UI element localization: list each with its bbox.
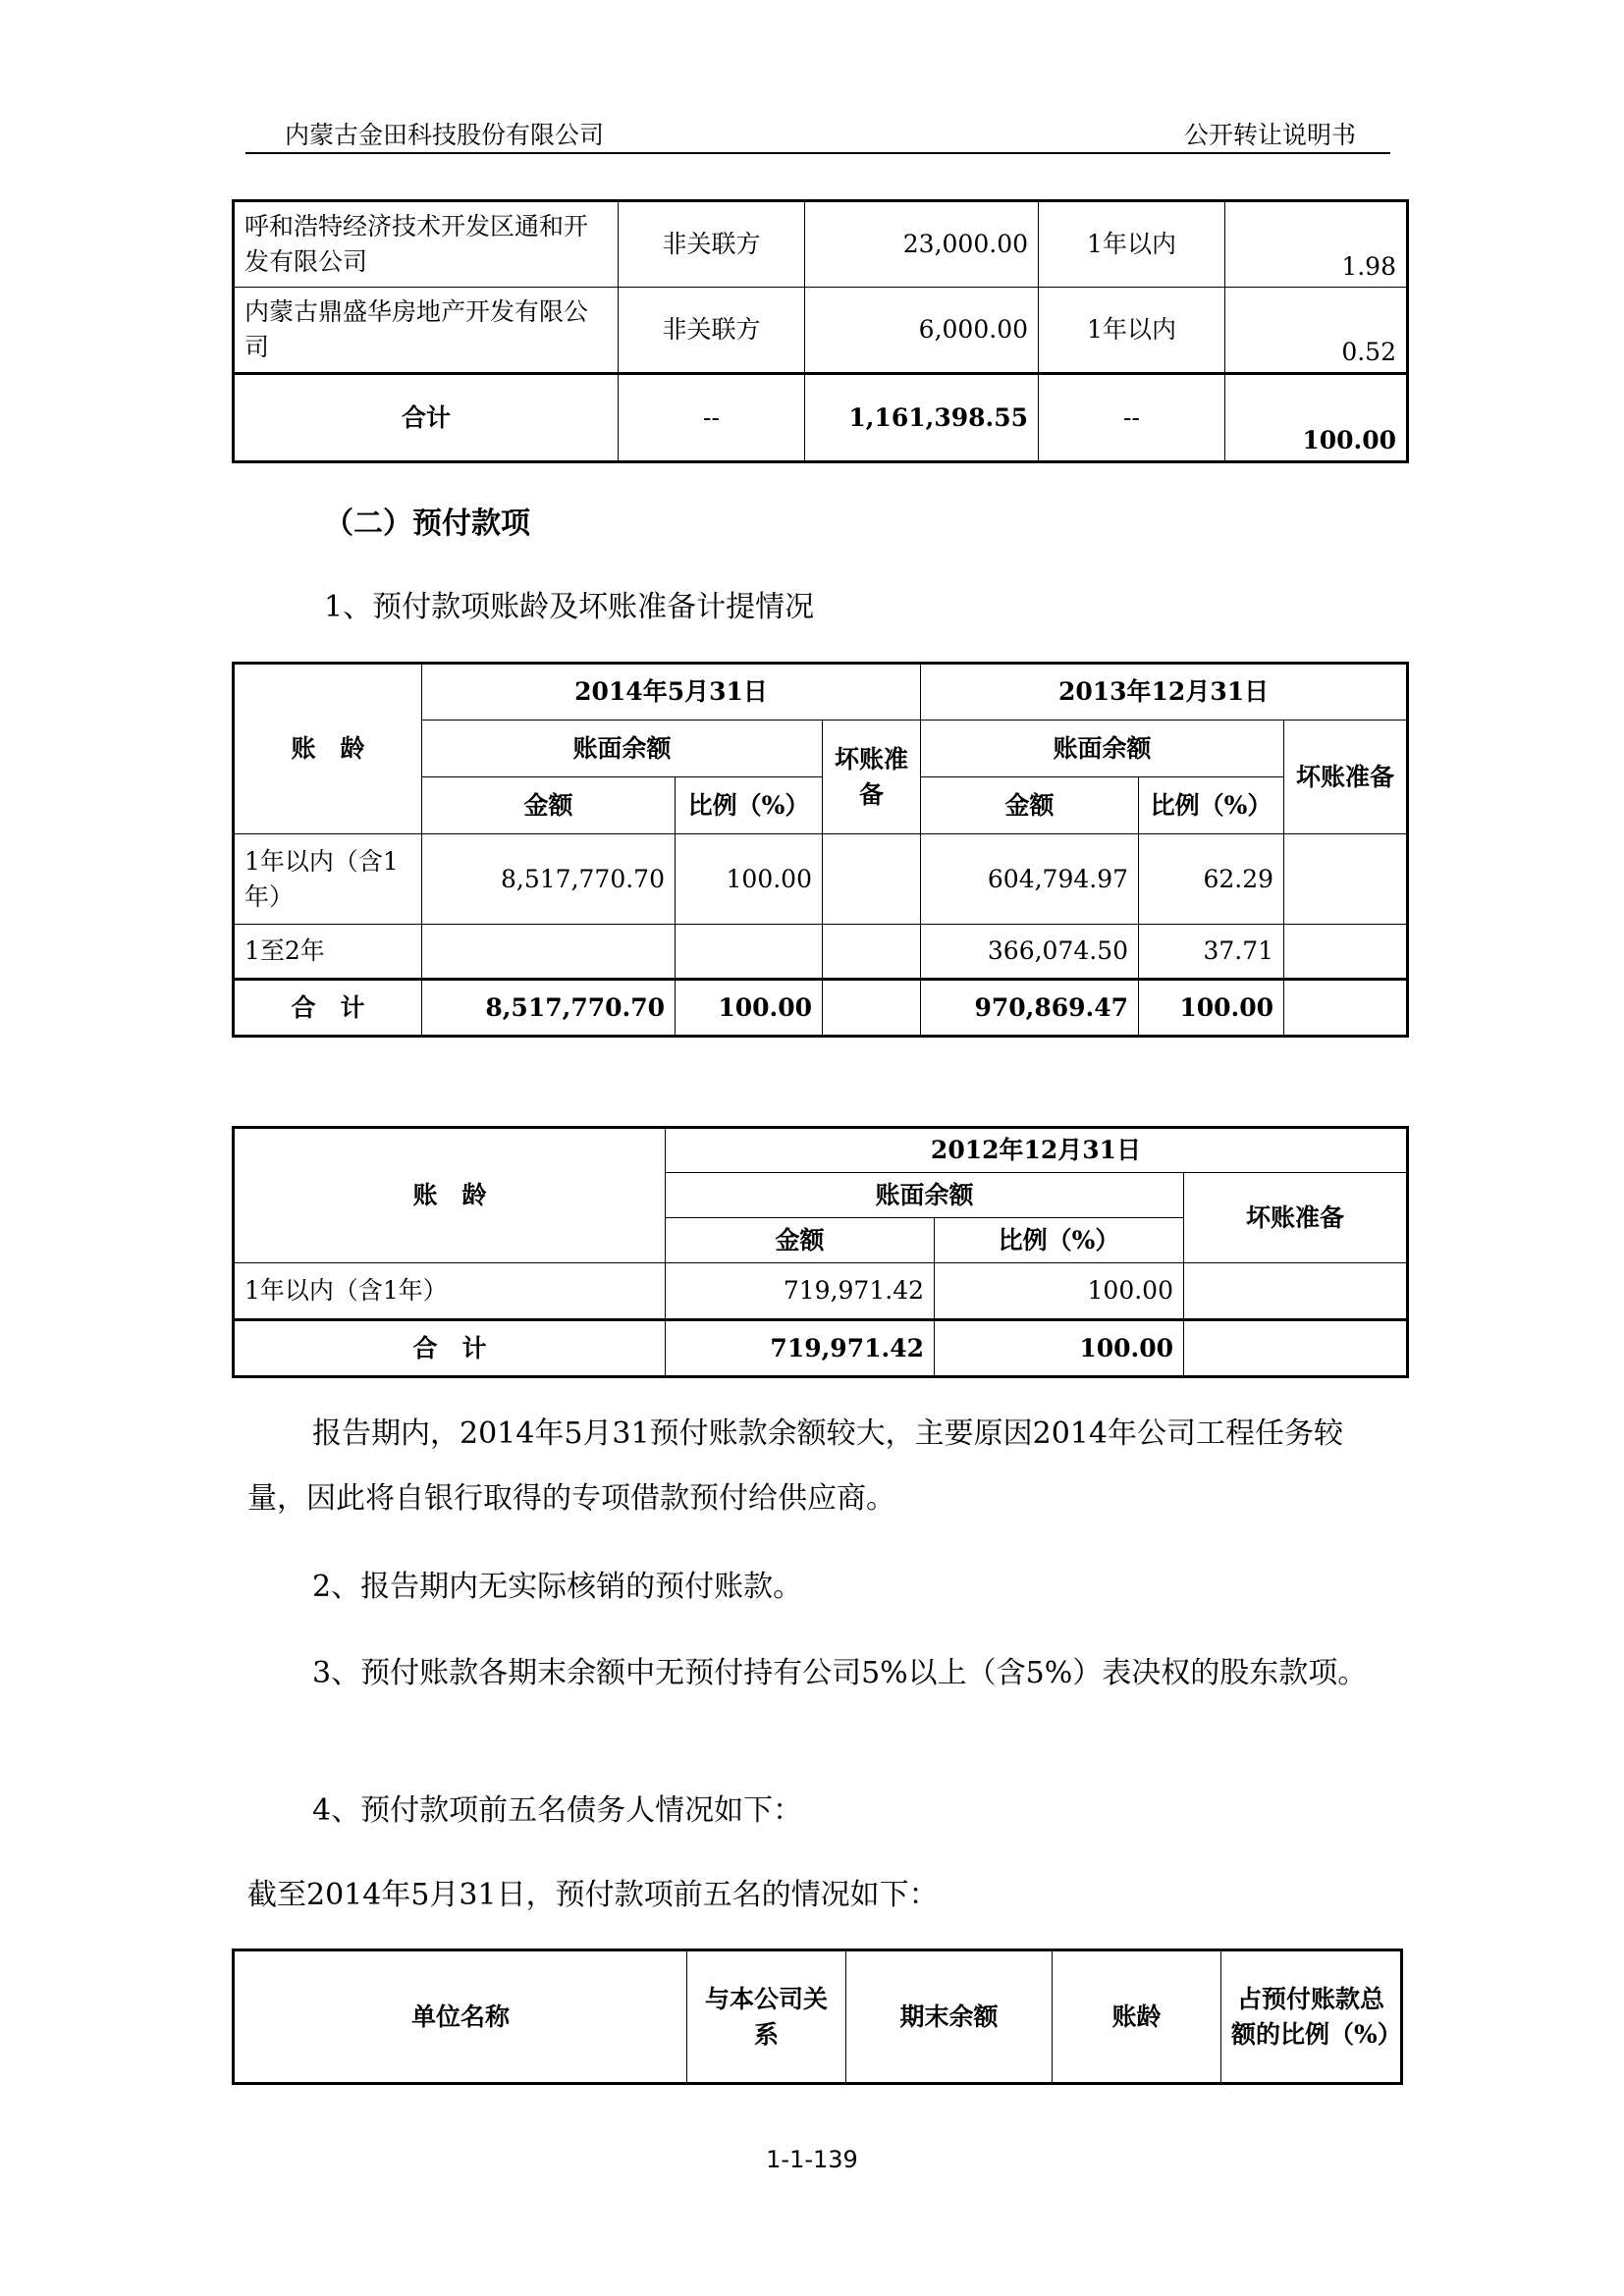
book-balance-header: 账面余额 xyxy=(666,1173,1184,1218)
age-cell: 1年以内（含1年） xyxy=(234,834,422,925)
total-relation: -- xyxy=(619,374,805,462)
bad-debt-cell xyxy=(823,925,921,980)
ratio-cell: 100.00 xyxy=(935,1263,1184,1320)
as-of-statement: 截至2014年5月31日，预付款项前五名的情况如下： xyxy=(247,1878,939,1912)
bad-debt-cell xyxy=(823,980,921,1037)
table-row xyxy=(234,1950,1402,2084)
ratio-cell: 62.29 xyxy=(1139,834,1284,925)
bad-debt-header: 坏账准备 xyxy=(1284,721,1408,834)
age-cell: 1年以内 xyxy=(1039,201,1225,288)
amount-cell xyxy=(422,925,676,980)
aging-table-2014-2013 xyxy=(232,662,1409,1038)
amount-cell: 23,000.00 xyxy=(805,201,1039,288)
ratio-header: 比例（%） xyxy=(676,777,823,834)
ratio-header: 比例（%） xyxy=(1139,777,1284,834)
bad-debt-cell xyxy=(1284,980,1408,1037)
book-balance-header: 账面余额 xyxy=(921,721,1284,777)
relation-cell: 非关联方 xyxy=(619,201,805,288)
total-row xyxy=(234,1320,1408,1377)
total-amount: 719,971.42 xyxy=(666,1320,935,1377)
table-row xyxy=(234,925,1408,980)
ratio-header: 比例（%） xyxy=(935,1218,1184,1263)
ratio-cell: 100.00 xyxy=(676,834,823,925)
item-4: 4、预付款项前五名债务人情况如下： xyxy=(312,1793,803,1828)
item-3: 3、预付账款各期末余额中无预付持有公司5%以上（含5%）表决权的股东款项。 xyxy=(312,1656,1368,1690)
table-row xyxy=(234,288,1408,374)
total-amount: 8,517,770.70 xyxy=(422,980,676,1037)
table-row xyxy=(234,664,1408,721)
aging-header: 账龄 xyxy=(1053,1950,1221,2084)
total-label: 合 计 xyxy=(234,980,422,1037)
amount-cell: 604,794.97 xyxy=(921,834,1139,925)
total-amount: 970,869.47 xyxy=(921,980,1139,1037)
total-amount: 1,161,398.55 xyxy=(805,374,1039,462)
amount-header: 金额 xyxy=(422,777,676,834)
bad-debt-cell xyxy=(823,834,921,925)
table-row xyxy=(234,834,1408,925)
bad-debt-cell xyxy=(1184,1263,1408,1320)
bad-debt-header: 坏账准备 xyxy=(1184,1173,1408,1263)
amount-cell: 8,517,770.70 xyxy=(422,834,676,925)
amount-cell: 719,971.42 xyxy=(666,1263,935,1320)
top5-prepaid-table xyxy=(232,1949,1403,2085)
aging-table-2012 xyxy=(232,1126,1409,1378)
total-label: 合 计 xyxy=(234,1320,666,1377)
table-row xyxy=(234,201,1408,288)
item-1: 1、预付款项账龄及坏账准备计提情况 xyxy=(324,590,815,624)
ratio-cell: 1.98 xyxy=(1225,201,1408,288)
bad-debt-cell xyxy=(1284,925,1408,980)
header-doc-type: 公开转让说明书 xyxy=(1183,121,1356,149)
ratio-cell xyxy=(676,925,823,980)
period-header-2013: 2013年12月31日 xyxy=(921,664,1408,721)
table-row xyxy=(234,1263,1408,1320)
ratio-cell: 0.52 xyxy=(1225,288,1408,374)
total-label: 合计 xyxy=(234,374,619,462)
bad-debt-cell xyxy=(1284,834,1408,925)
relation-header: 与本公司关系 xyxy=(687,1950,846,2084)
total-ratio: 100.00 xyxy=(935,1320,1184,1377)
total-ratio: 100.00 xyxy=(676,980,823,1037)
amount-header: 金额 xyxy=(666,1218,935,1263)
unit-name-cell: 呼和浩特经济技术开发区通和开发有限公司 xyxy=(234,201,619,288)
total-ratio: 100.00 xyxy=(1225,374,1408,462)
item-2: 2、报告期内无实际核销的预付账款。 xyxy=(312,1570,803,1604)
receivables-table xyxy=(232,199,1409,463)
total-row xyxy=(234,980,1408,1037)
amount-cell: 366,074.50 xyxy=(921,925,1139,980)
bad-debt-cell xyxy=(1184,1320,1408,1377)
explanation-paragraph: 报告期内，2014年5月31预付账款余额较大，主要原因2014年公司工程任务较量，因此将自银行取得的专项借款预付给供应商。 xyxy=(247,1416,1343,1516)
unit-name-cell: 内蒙古鼎盛华房地产开发有限公司 xyxy=(234,288,619,374)
total-ratio: 100.00 xyxy=(1139,980,1284,1037)
header-company: 内蒙古金田科技股份有限公司 xyxy=(285,121,605,149)
section-title: （二）预付款项 xyxy=(324,507,530,541)
ratio-header: 占预付账款总额的比例（%） xyxy=(1221,1950,1402,2084)
amount-header: 金额 xyxy=(921,777,1139,834)
age-cell: 1年以内（含1年） xyxy=(234,1263,666,1320)
period-header-2014: 2014年5月31日 xyxy=(422,664,921,721)
age-header: 账 龄 xyxy=(234,1128,666,1263)
total-row xyxy=(234,374,1408,462)
ending-balance-header: 期末余额 xyxy=(846,1950,1053,2084)
age-cell: 1年以内 xyxy=(1039,288,1225,374)
book-balance-header: 账面余额 xyxy=(422,721,823,777)
header-divider xyxy=(245,152,1390,154)
age-cell: 1至2年 xyxy=(234,925,422,980)
ratio-cell: 37.71 xyxy=(1139,925,1284,980)
relation-cell: 非关联方 xyxy=(619,288,805,374)
unit-name-header: 单位名称 xyxy=(234,1950,687,2084)
amount-cell: 6,000.00 xyxy=(805,288,1039,374)
total-age: -- xyxy=(1039,374,1225,462)
age-header: 账 龄 xyxy=(234,664,422,834)
page-number: 1-1-139 xyxy=(766,2146,858,2173)
table-row xyxy=(234,1128,1408,1173)
bad-debt-header: 坏账准备 xyxy=(823,721,921,834)
period-header-2012: 2012年12月31日 xyxy=(666,1128,1408,1173)
